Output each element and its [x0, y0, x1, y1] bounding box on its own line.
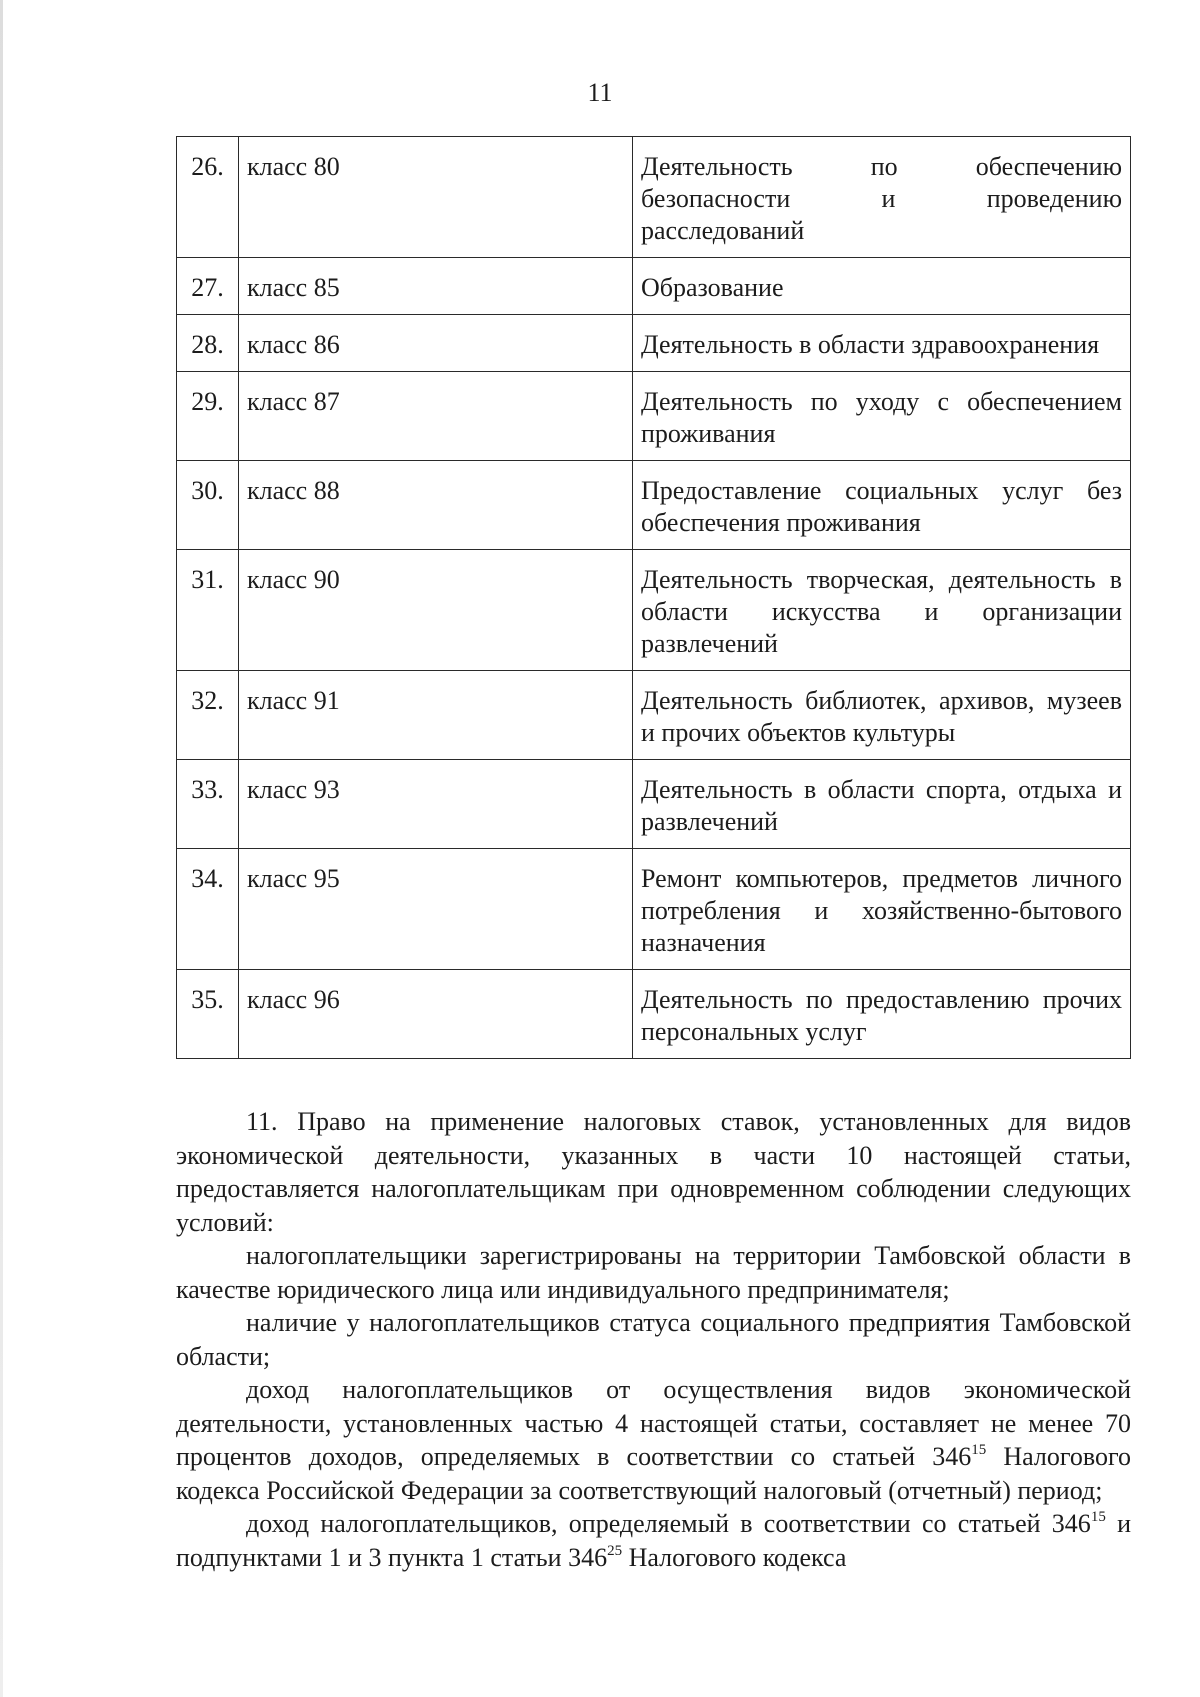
table-row — [177, 671, 1131, 760]
activity-class: класс 91 — [239, 671, 633, 760]
text-fragment: доход налогоплательщиков, определяемый в соответствии со статьей 346 — [246, 1509, 1091, 1538]
activity-description: Образование — [633, 258, 1131, 315]
activity-class: класс 86 — [239, 315, 633, 372]
scan-edge — [0, 0, 3, 1697]
activity-description: Деятельность по обеспечению безопасности и проведению расследований — [633, 137, 1131, 258]
activity-class: класс 90 — [239, 550, 633, 671]
table-row — [177, 760, 1131, 849]
document-body — [176, 1105, 1131, 1574]
text-fragment: доход налогоплательщиков от осуществления видов экономической деятельности, установленных частью 4 настоящей статьи, составляет не менее 70 процентов доходов, определяемых в соответствии со статьей 346 — [176, 1375, 1131, 1471]
table-row — [177, 849, 1131, 970]
table-row — [177, 970, 1131, 1059]
row-number: 26. — [177, 137, 239, 258]
activity-classes-table — [176, 136, 1131, 1059]
text-fragment: и подпунктами 1 и 3 пункта 1 статьи 346 — [176, 1509, 1131, 1572]
activity-description: Ремонт компьютеров, предметов личного потребления и хозяйственно-бытового назначения — [633, 849, 1131, 970]
activity-description: Деятельность по уходу с обеспечением проживания — [633, 372, 1131, 461]
row-number: 29. — [177, 372, 239, 461]
activity-class: класс 93 — [239, 760, 633, 849]
row-number: 27. — [177, 258, 239, 315]
activity-description: Предоставление социальных услуг без обеспечения проживания — [633, 461, 1131, 550]
page-number: 11 — [587, 78, 613, 107]
condition-social-enterprise: наличие у налогоплательщиков статуса социального предприятия Тамбовской области; — [176, 1308, 1131, 1371]
activity-description: Деятельность по предоставлению прочих персональных услуг — [633, 970, 1131, 1059]
activity-class: класс 96 — [239, 970, 633, 1059]
condition-income-share — [176, 1373, 1131, 1507]
table-row — [177, 315, 1131, 372]
row-number: 30. — [177, 461, 239, 550]
text-fragment: Налогового кодекса — [622, 1542, 847, 1572]
activity-class: класс 87 — [239, 372, 633, 461]
superscript: 15 — [971, 1442, 987, 1458]
activity-class: класс 80 — [239, 137, 633, 258]
row-number: 34. — [177, 849, 239, 970]
row-number: 31. — [177, 550, 239, 671]
row-number: 28. — [177, 315, 239, 372]
activity-description: Деятельность творческая, деятельность в области искусства и организации развлечений — [633, 550, 1131, 671]
activity-class: класс 88 — [239, 461, 633, 550]
table-row — [177, 372, 1131, 461]
activity-description: Деятельность библиотек, архивов, музеев и прочих объектов культуры — [633, 671, 1131, 760]
activity-description: Деятельность в области здравоохранения — [633, 315, 1131, 372]
row-number: 35. — [177, 970, 239, 1059]
condition-income-limit — [176, 1507, 1131, 1574]
row-number: 33. — [177, 760, 239, 849]
row-number: 32. — [177, 671, 239, 760]
superscript: 25 — [607, 1542, 623, 1559]
table-row — [177, 550, 1131, 671]
text-fragment: Налогового кодекса Российской Федерации за соответствующий налоговый (отчетный) период; — [176, 1442, 1131, 1505]
activity-class: класс 85 — [239, 258, 633, 315]
table-row — [177, 137, 1131, 258]
paragraph-11: 11. Право на применение налоговых ставок, установленных для видов экономической деятельности, указанных в части 10 настоящей статьи, предоставляется налогоплательщикам при одновременном соблюдении следующих условий: — [176, 1107, 1131, 1237]
superscript: 15 — [1090, 1509, 1106, 1525]
condition-registration: налогоплательщики зарегистрированы на территории Тамбовской области в качестве юридического лица или индивидуального предпринимателя; — [176, 1241, 1131, 1304]
activity-class: класс 95 — [239, 849, 633, 970]
table-row — [177, 258, 1131, 315]
activity-description: Деятельность в области спорта, отдыха и развлечений — [633, 760, 1131, 849]
table-row — [177, 461, 1131, 550]
